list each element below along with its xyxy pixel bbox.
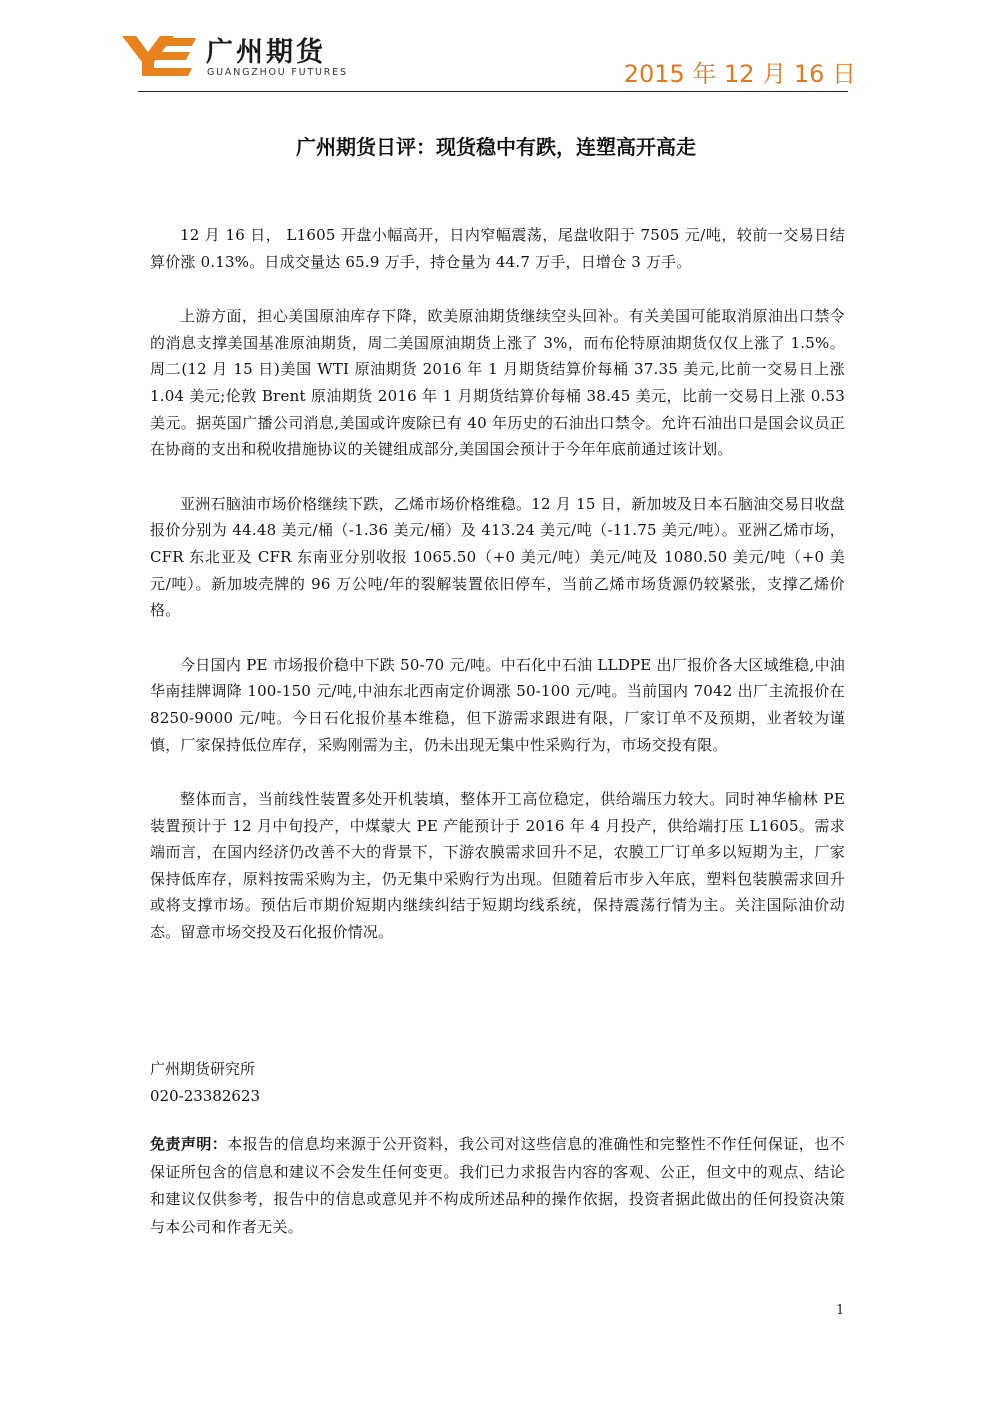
paragraph-outlook: 整体而言，当前线性装置多处开机装填，整体开工高位稳定，供给端压力较大。同时神华榆林 PE 装置预计于 12 月中旬投产，中煤蒙大 PE 产能预计于 2016 年 4 月投产，供给端打压 L1605。需求端而言，在国内经济仍改善不大的背景下，下游农膜需求回升不足，农膜工厂订单多以短期为主，厂家保持低库存，原料按需采购为主，仍无集中采购行为出现。但随着后市步入年底，塑料包装膜需求回升或将支撑市场。预估后市期价短期内继续纠结于短期均线系统，保持震荡行情为主。关注国际油价动态。留意市场交投及石化报价情况。 <box>150 790 845 942</box>
paragraph-naphtha-ethylene: 亚洲石脑油市场价格继续下跌，乙烯市场价格维稳。12 月 15 日，新加坡及日本石脑油交易日收盘报价分别为 44.48 美元/桶（-1.36 美元/桶）及 413.24 美元/吨（-11.75 美元/吨）。亚洲乙烯市场，CFR 东北亚及 CFR 东南亚分别收报 1065.50（+0 美元/吨）美元/吨及 1080.50 美元/吨（+0 美元/吨）。新加坡壳牌的 96 万公吨/年的裂解装置依旧停车，当前乙烯市场货源仍较紧张，支撑乙烯价格。 <box>150 494 845 620</box>
paragraph-upstream: 上游方面，担心美国原油库存下降，欧美原油期货继续空头回补。有关美国可能取消原油出口禁令的消息支撑美国基准原油期货，周二美国原油期货上涨了 3%，而布伦特原油期货仅仅上涨了 1.5%。周二(12 月 15 日)美国 WTI 原油期货 2016 年 1 月期货结算价每桶 37.35 美元,比前一交易日上涨 1.04 美元;伦敦 Brent 原油期货 2016 年 1 月期货结算价每桶 38.45 美元，比前一交易日上涨 0.53 美元。据英国广播公司消息,美国或许废除已有 40 年历史的石油出口禁令。允许石油出口是国会议员正在协商的支出和税收措施协议的关键组成部分,美国国会预计于今年年底前通过该计划。 <box>150 307 845 459</box>
logo-text-cn: 广州期货 <box>206 37 326 68</box>
gz-futures-logo-icon <box>122 32 198 78</box>
contact-org: 广州期货研究所 <box>150 1060 256 1078</box>
disclaimer <box>150 1131 845 1241</box>
report-date: 2015 年 12 月 16 日 <box>623 60 856 88</box>
header-divider <box>138 91 848 92</box>
page-number: 1 <box>836 1303 845 1318</box>
company-logo <box>122 30 352 82</box>
page-header <box>0 0 992 100</box>
paragraph-market-summary: 12 月 16 日， L1605 开盘小幅高开，日内窄幅震荡，尾盘收阳于 7505 元/吨，较前一交易日结算价涨 0.13%。日成交量达 65.9 万手，持仓量为 44.7 万手，日增仓 3 万手。 <box>150 226 845 271</box>
logo-text-en: GUANGZHOU FUTURES <box>207 67 348 78</box>
disclaimer-text: 本报告的信息均来源于公开资料，我公司对这些信息的准确性和完整性不作任何保证，也不保证所包含的信息和建议不会发生任何变更。我们已力求报告内容的客观、公正，但文中的观点、结论和建议仅供参考，报告中的信息或意见并不构成所述品种的操作依据，投资者据此做出的任何投资决策与本公司和作者无关。 <box>150 1135 845 1236</box>
report-title: 广州期货日评：现货稳中有跌，连塑高开高走 <box>296 135 696 159</box>
report-body <box>150 222 845 974</box>
paragraph-domestic-pe: 今日国内 PE 市场报价稳中下跌 50-70 元/吨。中石化中石油 LLDPE 出厂报价各大区域维稳,中油华南挂牌调降 100-150 元/吨,中油东北西南定价调涨 50-100 元/吨。当前国内 7042 出厂主流报价在 8250-9000 元/吨。今日石化报价基本维稳，但下游需求跟进有限，厂家订单不及预期，业者较为谨慎，厂家保持低位库存，采购刚需为主，仍未出现无集中性采购行为，市场交投有限。 <box>150 655 845 754</box>
contact-block <box>150 1056 260 1110</box>
contact-phone: 020-23382623 <box>150 1087 261 1105</box>
disclaimer-label: 免责声明： <box>150 1135 228 1153</box>
